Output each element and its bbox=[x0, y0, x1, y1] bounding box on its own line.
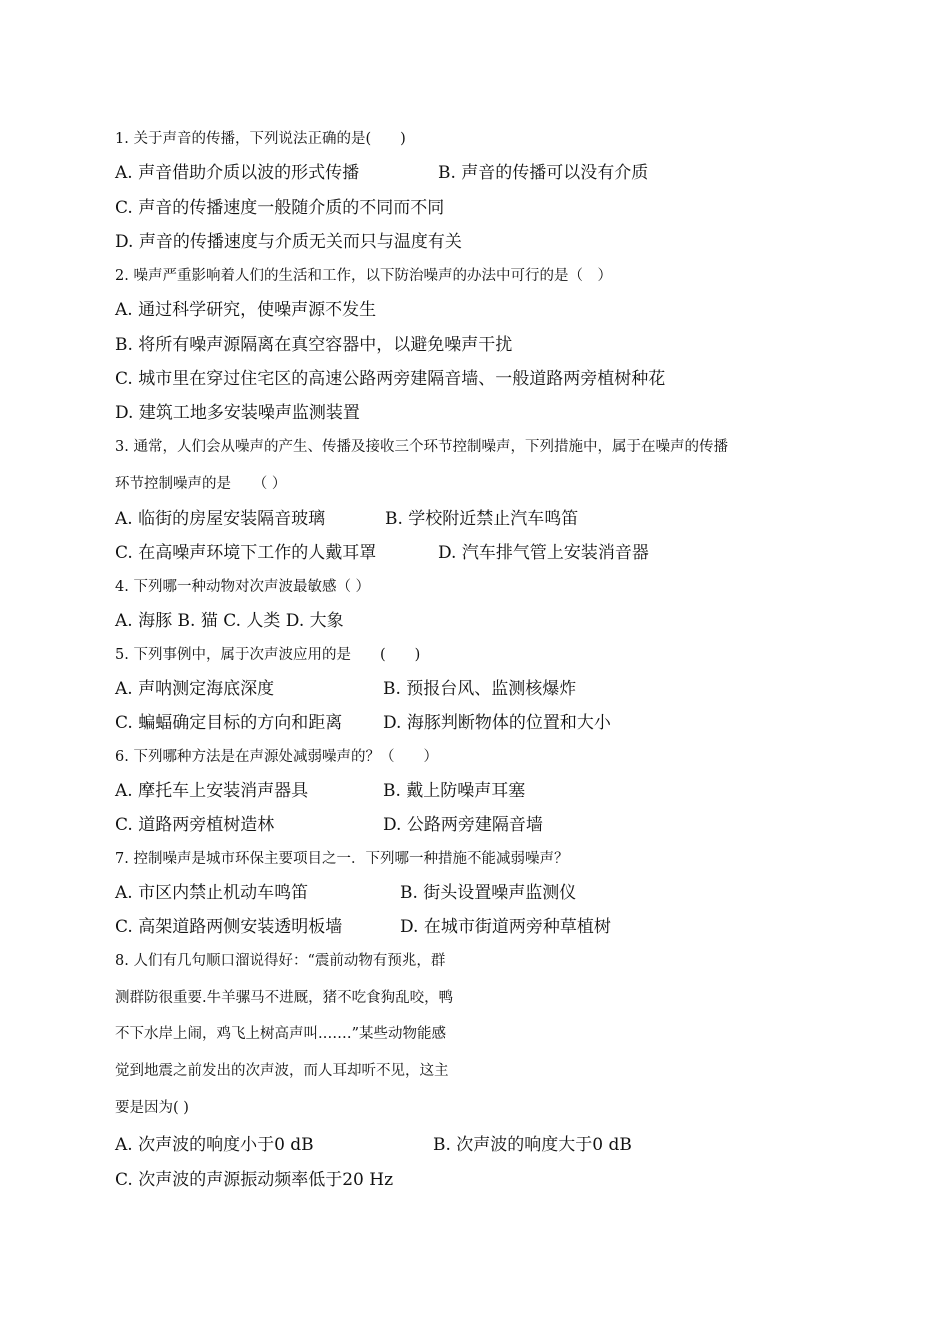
option-c: C. 次声波的声源振动频率低于20 Hz bbox=[115, 1170, 394, 1190]
question-3-stem bbox=[115, 435, 728, 456]
option-c: C. 城市里在穿过住宅区的高速公路两旁建隔音墙、一般道路两旁植树种花 bbox=[115, 369, 666, 389]
question-7-stem bbox=[115, 847, 568, 868]
question-1-stem bbox=[115, 127, 406, 148]
question-2-option-row bbox=[115, 330, 512, 355]
options-abcd: A. 海豚 B. 猫 C. 人类 D. 大象 bbox=[115, 611, 344, 631]
stem-text: 6. 下列哪种方法是在声源处减弱噪声的？（ ） bbox=[115, 749, 438, 765]
stem-text: 不下水岸上闹，鸡飞上树高声叫.……”某些动物能感 bbox=[115, 1026, 447, 1042]
option-c: C. 高架道路两侧安装透明板墙 bbox=[115, 917, 343, 937]
option-b: B. 预报台风、监测核爆炸 bbox=[383, 679, 577, 699]
question-4-stem bbox=[115, 575, 370, 596]
question-8-stem bbox=[115, 986, 453, 1007]
option-d: D. 海豚判断物体的位置和大小 bbox=[383, 713, 611, 733]
stem-text: 3. 通常，人们会从噪声的产生、传播及接收三个环节控制噪声，下列措施中，属于在噪声的传播 bbox=[115, 439, 728, 455]
option-d: D. 汽车排气管上安装消音器 bbox=[438, 543, 649, 563]
option-b: B. 学校附近禁止汽车鸣笛 bbox=[385, 509, 579, 529]
option-d: D. 声音的传播速度与介质无关而只与温度有关 bbox=[115, 232, 462, 252]
question-4-option-row bbox=[115, 606, 344, 631]
stem-text: 测群防很重要.牛羊骡马不进厩，猪不吃食狗乱咬，鸭 bbox=[115, 990, 454, 1006]
question-8-stem bbox=[115, 1022, 446, 1043]
question-6-option-row bbox=[115, 810, 543, 835]
question-8-option-row bbox=[115, 1165, 393, 1190]
question-6-option-row bbox=[115, 776, 525, 801]
stem-text: 4. 下列哪一种动物对次声波最敏感（ ） bbox=[115, 579, 371, 595]
question-8-stem bbox=[115, 1059, 449, 1080]
question-1-option-row bbox=[115, 193, 444, 218]
option-d: D. 公路两旁建隔音墙 bbox=[383, 815, 543, 835]
question-7-option-row bbox=[115, 878, 576, 903]
question-3-stem bbox=[115, 472, 286, 493]
stem-text: 1. 关于声音的传播，下列说法正确的是( ) bbox=[115, 131, 406, 147]
question-8-stem bbox=[115, 1096, 189, 1117]
question-6-stem bbox=[115, 745, 438, 766]
option-a: A. 摩托车上安装消声器具 bbox=[115, 781, 309, 801]
option-b: B. 戴上防噪声耳塞 bbox=[383, 781, 526, 801]
stem-text: 环节控制噪声的是 （ ） bbox=[115, 476, 287, 492]
question-5-stem bbox=[115, 643, 420, 664]
option-d: D. 建筑工地多安装噪声监测装置 bbox=[115, 403, 360, 423]
question-2-option-row bbox=[115, 364, 665, 389]
option-c: C. 声音的传播速度一般随介质的不同而不同 bbox=[115, 198, 445, 218]
question-1-option-row bbox=[115, 227, 462, 252]
question-2-option-row bbox=[115, 295, 376, 320]
stem-text: 7. 控制噪声是城市环保主要项目之一．下列哪一种措施不能减弱噪声？ bbox=[115, 851, 569, 867]
option-a: A. 声音借助介质以波的形式传播 bbox=[115, 163, 360, 183]
stem-text: 8. 人们有几句顺口溜说得好：“震前动物有预兆，群 bbox=[115, 953, 446, 969]
question-8-stem bbox=[115, 949, 445, 970]
question-8-option-row bbox=[115, 1130, 632, 1155]
option-c: C. 蝙蝠确定目标的方向和距离 bbox=[115, 713, 343, 733]
stem-text: 觉到地震之前发出的次声波，而人耳却听不见，这主 bbox=[115, 1063, 449, 1079]
stem-text: 5. 下列事例中，属于次声波应用的是 ( ) bbox=[115, 647, 421, 663]
question-3-option-row bbox=[115, 504, 578, 529]
option-a: A. 次声波的响度小于0 dB bbox=[115, 1135, 314, 1155]
option-b: B. 将所有噪声源隔离在真空容器中，以避免噪声干扰 bbox=[115, 335, 513, 355]
question-7-option-row bbox=[115, 912, 611, 937]
question-3-option-row bbox=[115, 538, 649, 563]
option-c: C. 道路两旁植树造林 bbox=[115, 815, 275, 835]
option-b: B. 声音的传播可以没有介质 bbox=[438, 163, 649, 183]
option-c: C. 在高噪声环境下工作的人戴耳罩 bbox=[115, 543, 377, 563]
option-a: A. 声呐测定海底深度 bbox=[115, 679, 275, 699]
stem-text: 2. 噪声严重影响着人们的生活和工作，以下防治噪声的办法中可行的是（ ） bbox=[115, 268, 612, 284]
stem-text: 要是因为( ) bbox=[115, 1100, 189, 1116]
question-1-option-row bbox=[115, 158, 648, 183]
question-5-option-row bbox=[115, 674, 576, 699]
option-b: B. 街头设置噪声监测仪 bbox=[400, 883, 577, 903]
option-a: A. 市区内禁止机动车鸣笛 bbox=[115, 883, 309, 903]
option-d: D. 在城市街道两旁种草植树 bbox=[400, 917, 611, 937]
question-2-stem bbox=[115, 264, 612, 285]
option-a: A. 临街的房屋安装隔音玻璃 bbox=[115, 509, 326, 529]
option-a: A. 通过科学研究，使噪声源不发生 bbox=[115, 300, 377, 320]
question-5-option-row bbox=[115, 708, 611, 733]
question-2-option-row bbox=[115, 398, 360, 423]
option-b: B. 次声波的响度大于0 dB bbox=[433, 1135, 632, 1155]
